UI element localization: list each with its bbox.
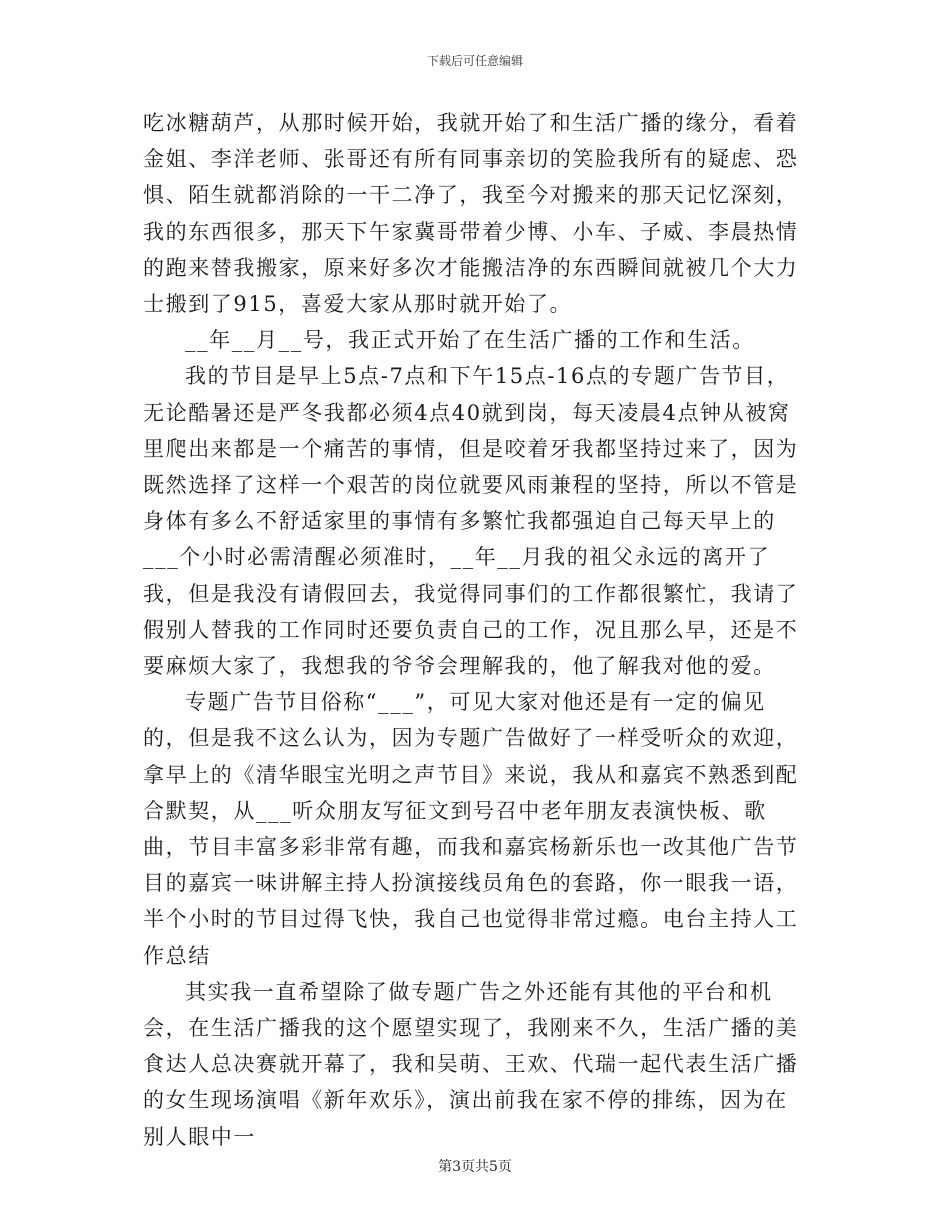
- paragraph-2: __年__月__号，我正式开始了在生活广播的工作和生活。: [185, 328, 755, 353]
- paragraph-3: 我的节目是早上5点-7点和下午15点-16点的专题广告节目，无论酷暑还是严冬我都必须4点40就到岗，每天凌晨4点钟从被窝里爬出来都是一个痛苦的事情，但是咬着牙我都坚持过来了，因为既然选择了这样一个艰苦的岗位就要风雨兼程的坚持，所以不管是身体有多么不舒适家里的事情有多繁忙我都强迫自己每天早上的___个小时必需清醒必须准时，__年__月我的祖父永远的离开了我，但是我没有请假回去，我觉得同事们的工作都很繁忙，我请了假别人替我的工作同时还要负责自己的工作，况且那么早，还是不要麻烦大家了，我想我的爷爷会理解我的，他了解我对他的爱。: [143, 364, 799, 679]
- paragraph-5: 其实我一直希望除了做专题广告之外还能有其他的平台和机会，在生活广播我的这个愿望实现了，我刚来不久，生活广播的美食达人总决赛就开幕了，我和吴萌、王欢、代瑞一起代表生活广播的女生现场演唱《新年欢乐》，演出前我在家不停的排练，因为在别人眼中一: [143, 979, 799, 1149]
- document-body: [143, 105, 807, 1155]
- page-number: 第3页共5页: [438, 1159, 512, 1175]
- page-header: 下载后可任意编辑: [426, 54, 523, 68]
- paragraph-1: 吃冰糖葫芦，从那时候开始，我就开始了和生活广播的缘分，看着金姐、李洋老师、张哥还有所有同事亲切的笑脸我所有的疑虑、恐惧、陌生就都消除的一干二净了，我至今对搬来的那天记忆深刻，我的东西很多，那天下午家冀哥带着少博、小车、子威、李晨热情的跑来替我搬家，原来好多次才能搬洁净的东西瞬间就被几个大力士搬到了915，喜爱大家从那时就开始了。: [143, 111, 799, 317]
- paragraph-4: 专题广告节目俗称“___”，可见大家对他还是有一定的偏见的，但是我不这么认为，因为专题广告做好了一样受听众的欢迎，拿早上的《清华眼宝光明之声节目》来说，我从和嘉宾不熟悉到配合默契，从___听众朋友写征文到号召中老年朋友表演快板、歌曲，节目丰富多彩非常有趣，而我和嘉宾杨新乐也一改其他广告节目的嘉宾一味讲解主持人扮演接线员角色的套路，你一眼我一语，半个小时的节目过得飞快，我自己也觉得非常过瘾。电台主持人工作总结: [143, 690, 799, 968]
